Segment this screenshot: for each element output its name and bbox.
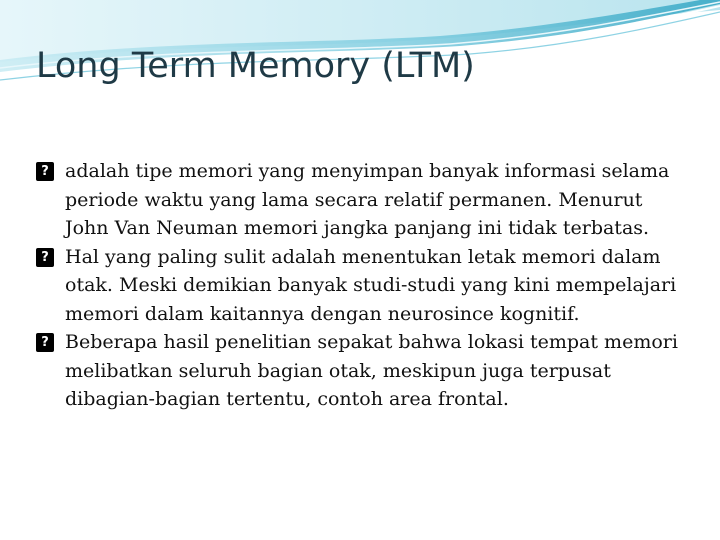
bullet-text: Beberapa hasil penelitian sepakat bahwa lokasi tempat memori melibatkan seluruh bagian otak, meskipun juga terpusat dibagian-bagian tertentu, contoh area frontal. [65, 331, 678, 410]
bullet-item [36, 328, 686, 414]
bullet-text: Hal yang paling sulit adalah menentukan letak memori dalam otak. Meski demikian banyak studi-studi yang kini mempelajari memori dalam kaitannya dengan neurosince kognitif. [65, 245, 677, 325]
bullet-text: adalah tipe memori yang menyimpan banyak informasi selama periode waktu yang lama secara relatif permanen. Menurut John Van Neuman memori jangka panjang ini tidak terbatas. [65, 160, 670, 239]
bullet-glyph-icon [36, 333, 54, 352]
bullet-glyph-icon [36, 162, 54, 181]
bullet-glyph-icon [36, 248, 54, 267]
bullet-item [36, 157, 686, 243]
slide-title: Long Term Memory (LTM) [36, 46, 475, 86]
bullet-item [36, 243, 686, 329]
bullet-list [36, 157, 686, 414]
